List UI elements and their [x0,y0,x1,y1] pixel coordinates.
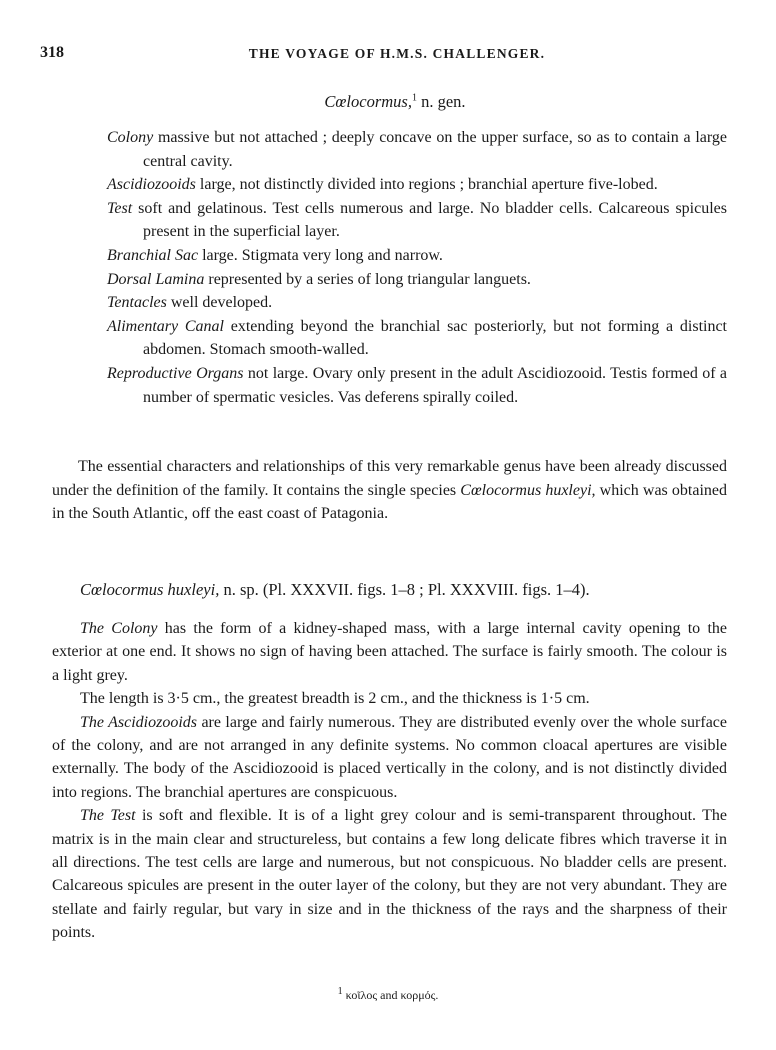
species-description [52,617,727,945]
genus-heading [0,92,776,112]
diagnosis-text: large. Stigmata very long and narrow. [198,246,443,264]
paragraph-dimensions [52,687,727,710]
diagnosis-text: soft and gelatinous. Test cells numerous and large. No bladder cells. Calcareous spicules present in the superficial layer. [132,199,727,241]
diagnosis-term: Ascidiozooids [107,176,196,194]
paragraph-lead: The Colony [80,620,158,637]
diagnosis-term: Branchial Sac [107,246,199,264]
paragraph-lead: The Test [80,807,136,825]
diagnosis-item-alimentary-canal [107,315,727,362]
paragraph-text: are large and fairly numerous. They are distributed evenly over the whole surface of the colony, and are not arranged in any definite systems. No common cloacal apertures are visible externally. The body of the Ascidiozooid is placed vertically in the colony, and is not distinctly divided into regions. The branchial apertures are conspicuous. [52,713,727,801]
genus-name: Cœlocormus, [324,92,412,111]
paragraph-ascidiozooids [52,711,727,805]
diagnosis-item-colony [107,126,727,173]
footnote [0,986,776,1003]
diagnosis-item-ascidiozooids [107,173,727,197]
page-header [0,44,776,68]
footnote-marker: 1 [411,92,417,104]
diagnosis-item-dorsal-lamina [107,268,727,292]
diagnosis-text: large, not distinctly divided into regions ; branchial aperture five-lobed. [195,176,658,194]
intro-text-after: which was obtained in the South Atlantic, off the east coast of Patagonia. [52,481,728,523]
diagnosis-term: Reproductive Organs [107,364,244,382]
genus-suffix: n. gen. [416,92,466,111]
paragraph-text: is soft and flexible. It is of a light grey colour and is semi-transparent throughout. The matrix is in the main clear and structureless, but contains a few long delicate fibres which traverse it in all directions. The test cells are large and numerous, but not conspicuous. No bladder cells are present. Calcareous spicules are present in the outer layer of the colony, but they are not very abundant. They are stellate and fairly regular, but vary in size and in the thickness of the rays and the sharpness of their points. [52,807,728,942]
paragraph-text: The length is 3·5 cm., the greatest breadth is 2 cm., and the thickness is 1·5 cm. [80,690,590,708]
diagnosis-text: not large. Ovary only present in the adult Ascidiozooid. Testis formed of a number of spermatic vesicles. Vas deferens spirally coiled. [143,364,727,406]
intro-species-name: Cœlocormus huxleyi, [460,481,596,499]
paragraph-lead: The Ascidiozooids [80,713,198,731]
diagnosis-term: Dorsal Lamina [107,270,205,288]
diagnosis-term: Test [107,199,133,217]
paragraph-test [52,804,727,944]
diagnosis-text: well developed. [166,294,273,312]
diagnosis-term: Colony [107,129,154,146]
footnote-text: κοῖλος and κορμός. [342,988,439,1002]
intro-text-before: The essential characters and relationships of this very remarkable genus have been already discussed under the definition of the family. It contains the single species [52,458,727,499]
diagnosis-item-branchial-sac [107,244,727,268]
species-heading [80,580,740,600]
diagnosis-item-test [107,197,727,244]
paragraph-colony [52,617,727,687]
diagnosis-text: extending beyond the branchial sac posteriorly, but not forming a distinct abdomen. Stomach smooth-walled. [143,317,728,359]
diagnosis-term: Alimentary Canal [107,317,224,335]
species-name: Cœlocormus huxleyi, [80,580,220,599]
footnote-mark: 1 [337,986,343,997]
genus-diagnosis [107,126,727,409]
species-plate-references: n. sp. (Pl. XXXVII. figs. 1–8 ; Pl. XXXVIII. figs. 1–4). [219,580,590,599]
diagnosis-item-reproductive-organs [107,362,727,409]
paragraph-text: has the form of a kidney-shaped mass, with a large internal cavity opening to the exterior at one end. It shows no sign of having been attached. The surface is fairly smooth. The colour is a light grey. [52,620,728,684]
diagnosis-text: massive but not attached ; deeply concave on the upper surface, so as to contain a large central cavity. [143,129,727,170]
running-title: THE VOYAGE OF H.M.S. CHALLENGER. [248,46,546,61]
diagnosis-text: represented by a series of long triangular languets. [204,270,531,288]
page-number: 318 [40,44,64,61]
diagnosis-item-tentacles [107,291,727,315]
genus-intro-paragraph [52,455,727,526]
diagnosis-term: Tentacles [107,294,167,312]
